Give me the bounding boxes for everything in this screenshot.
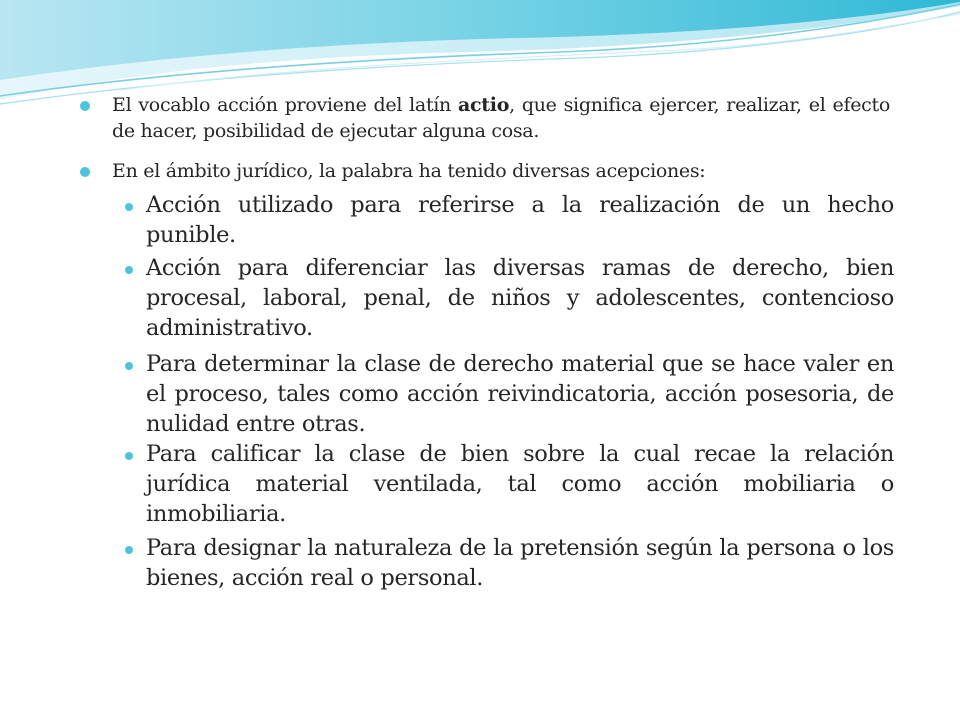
bullet-vocablo-accion (112, 92, 890, 144)
sub-bullet-dot-1 (125, 203, 133, 211)
bullet-text: El vocablo acción proviene del latín (112, 94, 459, 116)
bullet-dot-2 (80, 167, 90, 177)
sub-bullet-ramas-derecho: Acción para diferenciar las diversas ramas de derecho, bien procesal, laboral, penal, de niños y adolescentes, contencioso administrativo. (146, 255, 894, 341)
bullet-dot-1 (80, 101, 90, 111)
sub-bullet-dot-3 (125, 362, 133, 370)
bullet-ambito-juridico: En el ámbito jurídico, la palabra ha tenido diversas acepciones: (112, 160, 706, 182)
sub-bullet-clase-bien: Para calificar la clase de bien sobre la cual recae la relación jurídica material ventilada, tal como acción mobiliaria o inmobiliaria. (146, 441, 894, 527)
sub-bullet-dot-5 (125, 546, 133, 554)
sub-bullet-naturaleza-pretension: Para designar la naturaleza de la pretensión según la persona o los bienes, acción real o personal. (146, 535, 894, 591)
bullet-text: , que significa ejercer, realizar, el efecto de hacer, posibilidad de ejecutar alguna cosa. (112, 94, 890, 142)
sub-bullet-derecho-material: Para determinar la clase de derecho material que se hace valer en el proceso, tales como acción reivindicatoria, acción posesoria, de nulidad entre otras. (146, 351, 894, 437)
sub-bullet-hecho-punible: Acción utilizado para referirse a la realización de un hecho punible. (146, 192, 894, 248)
latin-term: actio (458, 94, 510, 116)
sub-bullet-dot-4 (125, 452, 133, 460)
sub-bullet-dot-2 (125, 266, 133, 274)
